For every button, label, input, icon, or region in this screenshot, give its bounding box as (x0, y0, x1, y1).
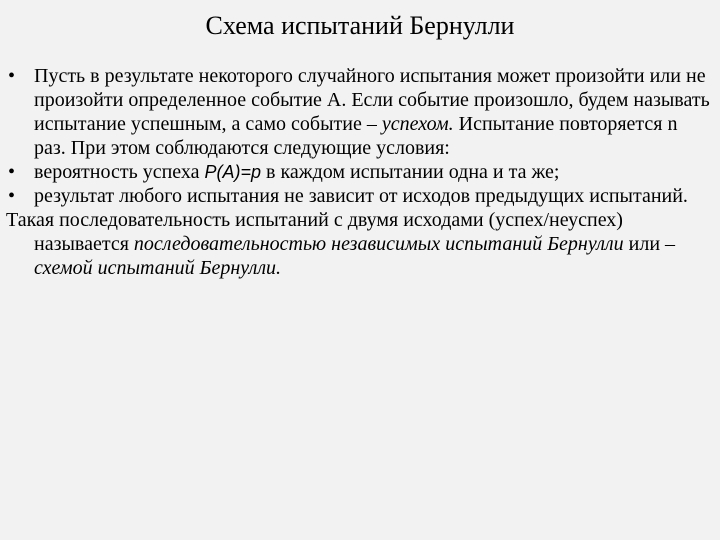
bullet-text-italic: успехом. (381, 113, 454, 135)
formula-text: P(A)=p (204, 162, 262, 182)
conclusion-text-italic: последовательностью независимых испытаний Бернулли (133, 233, 624, 255)
bullet-text: Испытание повторяется n раз. При этом соблюдаются следующие условия: (34, 113, 678, 159)
conclusion-text: или – (623, 233, 676, 255)
bullet-marker: • (8, 161, 16, 183)
conclusion-text: Такая последовательность испытаний с двумя исходами (успех/неуспех) называется (6, 209, 623, 255)
bullet-text: результат любого испытания не зависит от исходов предыдущих испытаний. (34, 185, 688, 207)
bullet-item (6, 184, 712, 208)
bullet-marker: • (8, 65, 16, 87)
bullet-item (6, 64, 712, 160)
conclusion-text-italic: схемой испытаний Бернулли. (34, 257, 282, 279)
bullet-text: Пусть в результате некоторого случайного испытания может произойти или не произойти определенное событие А. Если событие произошло, будем называть испытание успешным, а само событие – (34, 65, 710, 135)
slide-title: Схема испытаний Бернулли (205, 11, 515, 40)
slide-content (6, 64, 712, 280)
bullet-item (6, 160, 712, 184)
bullet-marker: • (8, 185, 16, 207)
bullet-text: вероятность успеха (34, 161, 205, 183)
conclusion-paragraph (6, 208, 712, 280)
bullet-text: в каждом испытании одна и та же; (261, 161, 560, 183)
